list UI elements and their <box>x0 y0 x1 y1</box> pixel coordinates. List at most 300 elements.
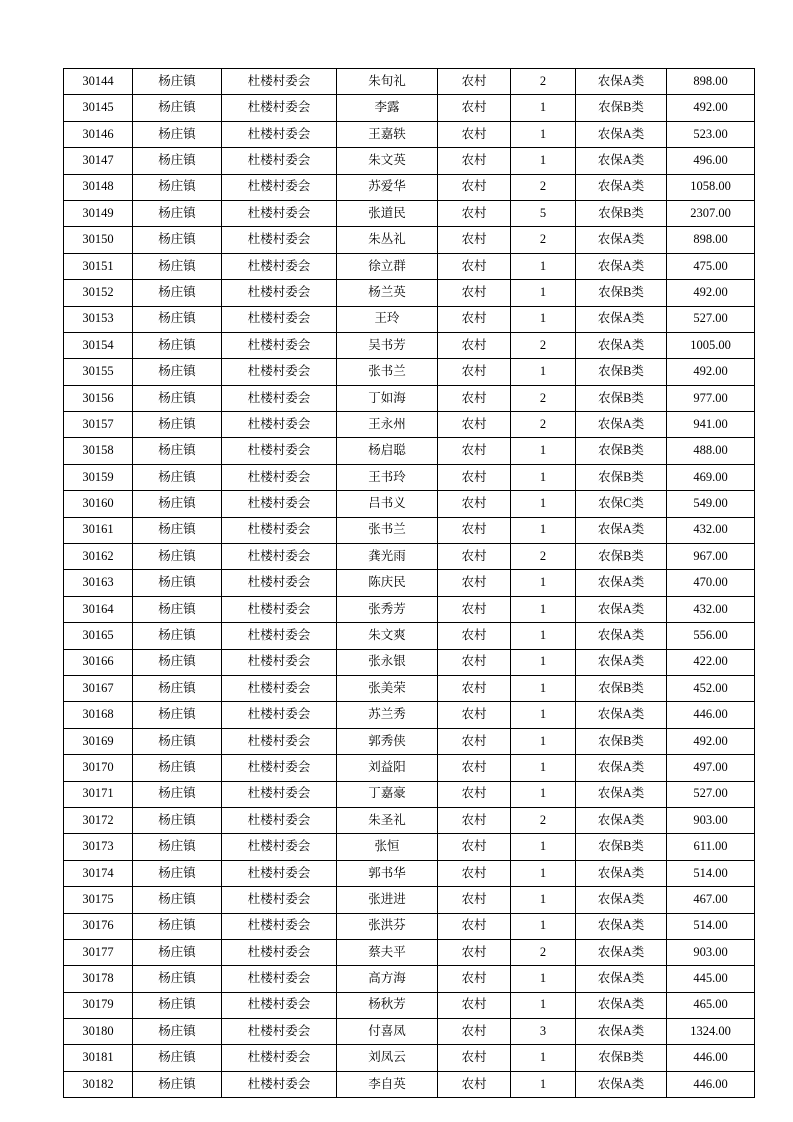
table-row <box>64 491 755 517</box>
cell-village: 杜楼村委会 <box>222 121 337 147</box>
beneficiary-table <box>63 68 755 1098</box>
cell-count: 1 <box>511 675 576 701</box>
cell-count: 1 <box>511 728 576 754</box>
cell-amount: 496.00 <box>667 148 755 174</box>
cell-name: 杨秋芳 <box>337 992 438 1018</box>
cell-name: 蔡夫平 <box>337 939 438 965</box>
cell-category: 农保B类 <box>576 544 667 570</box>
cell-name: 苏兰秀 <box>337 702 438 728</box>
cell-name: 李自英 <box>337 1071 438 1097</box>
cell-type: 农村 <box>438 834 511 860</box>
cell-name: 朱文英 <box>337 148 438 174</box>
cell-type: 农村 <box>438 728 511 754</box>
cell-type: 农村 <box>438 887 511 913</box>
cell-town: 杨庄镇 <box>133 781 222 807</box>
cell-town: 杨庄镇 <box>133 834 222 860</box>
cell-type: 农村 <box>438 121 511 147</box>
cell-town: 杨庄镇 <box>133 570 222 596</box>
cell-village: 杜楼村委会 <box>222 69 337 95</box>
cell-village: 杜楼村委会 <box>222 200 337 226</box>
cell-amount: 898.00 <box>667 227 755 253</box>
cell-town: 杨庄镇 <box>133 544 222 570</box>
cell-town: 杨庄镇 <box>133 1071 222 1097</box>
cell-id: 30171 <box>64 781 133 807</box>
table-row <box>64 121 755 147</box>
table-row <box>64 939 755 965</box>
cell-town: 杨庄镇 <box>133 728 222 754</box>
cell-category: 农保B类 <box>576 359 667 385</box>
cell-town: 杨庄镇 <box>133 200 222 226</box>
cell-count: 2 <box>511 939 576 965</box>
cell-count: 2 <box>511 332 576 358</box>
cell-id: 30169 <box>64 728 133 754</box>
cell-category: 农保B类 <box>576 438 667 464</box>
table-row <box>64 913 755 939</box>
cell-amount: 903.00 <box>667 807 755 833</box>
cell-type: 农村 <box>438 544 511 570</box>
cell-name: 张洪芬 <box>337 913 438 939</box>
table-row <box>64 649 755 675</box>
cell-village: 杜楼村委会 <box>222 1045 337 1071</box>
cell-category: 农保A类 <box>576 1019 667 1045</box>
table-row <box>64 623 755 649</box>
cell-town: 杨庄镇 <box>133 438 222 464</box>
table-row <box>64 807 755 833</box>
table-row <box>64 200 755 226</box>
cell-type: 农村 <box>438 702 511 728</box>
cell-amount: 523.00 <box>667 121 755 147</box>
cell-village: 杜楼村委会 <box>222 359 337 385</box>
cell-count: 1 <box>511 596 576 622</box>
cell-amount: 967.00 <box>667 544 755 570</box>
cell-type: 农村 <box>438 1019 511 1045</box>
cell-town: 杨庄镇 <box>133 702 222 728</box>
cell-type: 农村 <box>438 1045 511 1071</box>
cell-name: 张道民 <box>337 200 438 226</box>
cell-town: 杨庄镇 <box>133 148 222 174</box>
cell-amount: 2307.00 <box>667 200 755 226</box>
cell-village: 杜楼村委会 <box>222 702 337 728</box>
cell-count: 2 <box>511 544 576 570</box>
cell-village: 杜楼村委会 <box>222 517 337 543</box>
table-row <box>64 385 755 411</box>
cell-town: 杨庄镇 <box>133 95 222 121</box>
cell-category: 农保B类 <box>576 728 667 754</box>
table-row <box>64 887 755 913</box>
cell-town: 杨庄镇 <box>133 121 222 147</box>
cell-category: 农保A类 <box>576 623 667 649</box>
cell-village: 杜楼村委会 <box>222 253 337 279</box>
cell-id: 30155 <box>64 359 133 385</box>
cell-amount: 432.00 <box>667 596 755 622</box>
cell-amount: 1058.00 <box>667 174 755 200</box>
cell-type: 农村 <box>438 992 511 1018</box>
cell-village: 杜楼村委会 <box>222 95 337 121</box>
cell-name: 吕书义 <box>337 491 438 517</box>
cell-id: 30148 <box>64 174 133 200</box>
table-row <box>64 544 755 570</box>
table-row <box>64 412 755 438</box>
cell-type: 农村 <box>438 517 511 543</box>
cell-amount: 470.00 <box>667 570 755 596</box>
cell-id: 30178 <box>64 966 133 992</box>
cell-amount: 492.00 <box>667 95 755 121</box>
cell-village: 杜楼村委会 <box>222 280 337 306</box>
table-row <box>64 517 755 543</box>
cell-amount: 497.00 <box>667 755 755 781</box>
cell-village: 杜楼村委会 <box>222 992 337 1018</box>
cell-count: 1 <box>511 702 576 728</box>
cell-category: 农保A类 <box>576 966 667 992</box>
cell-name: 郭书华 <box>337 860 438 886</box>
cell-amount: 556.00 <box>667 623 755 649</box>
table-row <box>64 359 755 385</box>
cell-name: 郭秀侠 <box>337 728 438 754</box>
cell-name: 李露 <box>337 95 438 121</box>
cell-town: 杨庄镇 <box>133 412 222 438</box>
cell-village: 杜楼村委会 <box>222 227 337 253</box>
cell-id: 30157 <box>64 412 133 438</box>
cell-village: 杜楼村委会 <box>222 675 337 701</box>
cell-town: 杨庄镇 <box>133 807 222 833</box>
cell-amount: 492.00 <box>667 728 755 754</box>
cell-village: 杜楼村委会 <box>222 174 337 200</box>
cell-town: 杨庄镇 <box>133 385 222 411</box>
cell-count: 1 <box>511 992 576 1018</box>
cell-category: 农保A类 <box>576 69 667 95</box>
table-row <box>64 781 755 807</box>
cell-count: 1 <box>511 280 576 306</box>
cell-type: 农村 <box>438 570 511 596</box>
cell-category: 农保A类 <box>576 227 667 253</box>
cell-count: 1 <box>511 781 576 807</box>
cell-name: 王书玲 <box>337 464 438 490</box>
cell-category: 农保A类 <box>576 649 667 675</box>
cell-town: 杨庄镇 <box>133 517 222 543</box>
cell-type: 农村 <box>438 412 511 438</box>
cell-category: 农保C类 <box>576 491 667 517</box>
cell-id: 30176 <box>64 913 133 939</box>
cell-id: 30158 <box>64 438 133 464</box>
cell-count: 1 <box>511 1045 576 1071</box>
cell-name: 陈庆民 <box>337 570 438 596</box>
cell-type: 农村 <box>438 755 511 781</box>
cell-id: 30174 <box>64 860 133 886</box>
cell-count: 1 <box>511 860 576 886</box>
cell-category: 农保A类 <box>576 121 667 147</box>
cell-category: 农保A类 <box>576 1071 667 1097</box>
table-row <box>64 966 755 992</box>
table-row <box>64 438 755 464</box>
cell-village: 杜楼村委会 <box>222 860 337 886</box>
cell-name: 张秀芳 <box>337 596 438 622</box>
cell-id: 30172 <box>64 807 133 833</box>
cell-count: 1 <box>511 755 576 781</box>
cell-id: 30159 <box>64 464 133 490</box>
cell-amount: 488.00 <box>667 438 755 464</box>
cell-count: 1 <box>511 253 576 279</box>
cell-type: 农村 <box>438 860 511 886</box>
cell-id: 30162 <box>64 544 133 570</box>
cell-town: 杨庄镇 <box>133 1045 222 1071</box>
cell-name: 吴书芳 <box>337 332 438 358</box>
cell-id: 30168 <box>64 702 133 728</box>
cell-name: 付喜凤 <box>337 1019 438 1045</box>
cell-id: 30147 <box>64 148 133 174</box>
cell-town: 杨庄镇 <box>133 860 222 886</box>
cell-count: 1 <box>511 834 576 860</box>
cell-town: 杨庄镇 <box>133 623 222 649</box>
cell-id: 30164 <box>64 596 133 622</box>
cell-name: 刘凤云 <box>337 1045 438 1071</box>
cell-type: 农村 <box>438 596 511 622</box>
cell-town: 杨庄镇 <box>133 464 222 490</box>
table-row <box>64 702 755 728</box>
cell-category: 农保B类 <box>576 834 667 860</box>
cell-name: 朱圣礼 <box>337 807 438 833</box>
cell-id: 30156 <box>64 385 133 411</box>
cell-name: 张书兰 <box>337 359 438 385</box>
cell-type: 农村 <box>438 1071 511 1097</box>
cell-count: 1 <box>511 438 576 464</box>
table-row <box>64 860 755 886</box>
cell-id: 30153 <box>64 306 133 332</box>
cell-category: 农保A类 <box>576 807 667 833</box>
cell-amount: 492.00 <box>667 280 755 306</box>
cell-type: 农村 <box>438 807 511 833</box>
cell-category: 农保A类 <box>576 412 667 438</box>
cell-amount: 445.00 <box>667 966 755 992</box>
cell-count: 1 <box>511 913 576 939</box>
cell-name: 张进进 <box>337 887 438 913</box>
cell-id: 30170 <box>64 755 133 781</box>
cell-id: 30165 <box>64 623 133 649</box>
cell-type: 农村 <box>438 148 511 174</box>
table-row <box>64 148 755 174</box>
table-row <box>64 95 755 121</box>
cell-amount: 527.00 <box>667 306 755 332</box>
cell-name: 丁如海 <box>337 385 438 411</box>
cell-amount: 611.00 <box>667 834 755 860</box>
cell-village: 杜楼村委会 <box>222 385 337 411</box>
cell-id: 30145 <box>64 95 133 121</box>
cell-category: 农保B类 <box>576 675 667 701</box>
table-row <box>64 570 755 596</box>
cell-town: 杨庄镇 <box>133 174 222 200</box>
cell-type: 农村 <box>438 227 511 253</box>
cell-town: 杨庄镇 <box>133 253 222 279</box>
cell-category: 农保A类 <box>576 306 667 332</box>
cell-category: 农保A类 <box>576 570 667 596</box>
cell-count: 1 <box>511 1071 576 1097</box>
cell-town: 杨庄镇 <box>133 1019 222 1045</box>
cell-category: 农保A类 <box>576 253 667 279</box>
cell-village: 杜楼村委会 <box>222 728 337 754</box>
cell-name: 杨兰英 <box>337 280 438 306</box>
cell-count: 1 <box>511 517 576 543</box>
cell-id: 30152 <box>64 280 133 306</box>
cell-id: 30160 <box>64 491 133 517</box>
cell-id: 30161 <box>64 517 133 543</box>
cell-amount: 1005.00 <box>667 332 755 358</box>
cell-town: 杨庄镇 <box>133 359 222 385</box>
table-row <box>64 174 755 200</box>
cell-category: 农保A类 <box>576 755 667 781</box>
cell-amount: 514.00 <box>667 860 755 886</box>
cell-village: 杜楼村委会 <box>222 544 337 570</box>
cell-category: 农保A类 <box>576 596 667 622</box>
cell-village: 杜楼村委会 <box>222 412 337 438</box>
table-row <box>64 464 755 490</box>
cell-amount: 446.00 <box>667 702 755 728</box>
cell-count: 1 <box>511 570 576 596</box>
cell-category: 农保A类 <box>576 332 667 358</box>
table-row <box>64 227 755 253</box>
cell-name: 朱旬礼 <box>337 69 438 95</box>
cell-type: 农村 <box>438 649 511 675</box>
cell-amount: 941.00 <box>667 412 755 438</box>
cell-type: 农村 <box>438 253 511 279</box>
cell-village: 杜楼村委会 <box>222 755 337 781</box>
cell-village: 杜楼村委会 <box>222 491 337 517</box>
cell-village: 杜楼村委会 <box>222 148 337 174</box>
cell-id: 30151 <box>64 253 133 279</box>
table-row <box>64 332 755 358</box>
cell-id: 30167 <box>64 675 133 701</box>
cell-id: 30144 <box>64 69 133 95</box>
cell-type: 农村 <box>438 332 511 358</box>
cell-count: 1 <box>511 649 576 675</box>
cell-amount: 446.00 <box>667 1045 755 1071</box>
cell-count: 2 <box>511 807 576 833</box>
cell-amount: 452.00 <box>667 675 755 701</box>
cell-category: 农保A类 <box>576 992 667 1018</box>
cell-count: 1 <box>511 464 576 490</box>
cell-village: 杜楼村委会 <box>222 887 337 913</box>
cell-amount: 492.00 <box>667 359 755 385</box>
cell-village: 杜楼村委会 <box>222 623 337 649</box>
cell-id: 30173 <box>64 834 133 860</box>
cell-id: 30177 <box>64 939 133 965</box>
cell-type: 农村 <box>438 464 511 490</box>
table-row <box>64 992 755 1018</box>
cell-count: 1 <box>511 148 576 174</box>
cell-village: 杜楼村委会 <box>222 649 337 675</box>
cell-category: 农保B类 <box>576 95 667 121</box>
cell-town: 杨庄镇 <box>133 939 222 965</box>
cell-type: 农村 <box>438 491 511 517</box>
cell-village: 杜楼村委会 <box>222 1071 337 1097</box>
cell-type: 农村 <box>438 438 511 464</box>
cell-name: 高方海 <box>337 966 438 992</box>
cell-type: 农村 <box>438 675 511 701</box>
cell-name: 丁嘉豪 <box>337 781 438 807</box>
cell-name: 张书兰 <box>337 517 438 543</box>
cell-category: 农保B类 <box>576 1045 667 1071</box>
cell-count: 1 <box>511 95 576 121</box>
table-row <box>64 1045 755 1071</box>
cell-town: 杨庄镇 <box>133 332 222 358</box>
cell-id: 30154 <box>64 332 133 358</box>
cell-name: 王玲 <box>337 306 438 332</box>
cell-count: 2 <box>511 412 576 438</box>
cell-category: 农保A类 <box>576 517 667 543</box>
cell-type: 农村 <box>438 95 511 121</box>
cell-amount: 475.00 <box>667 253 755 279</box>
cell-category: 农保A类 <box>576 887 667 913</box>
cell-count: 1 <box>511 359 576 385</box>
cell-town: 杨庄镇 <box>133 755 222 781</box>
cell-amount: 432.00 <box>667 517 755 543</box>
cell-count: 1 <box>511 887 576 913</box>
cell-town: 杨庄镇 <box>133 675 222 701</box>
cell-name: 刘益阳 <box>337 755 438 781</box>
cell-count: 5 <box>511 200 576 226</box>
cell-village: 杜楼村委会 <box>222 781 337 807</box>
cell-count: 1 <box>511 623 576 649</box>
cell-id: 30175 <box>64 887 133 913</box>
cell-village: 杜楼村委会 <box>222 939 337 965</box>
cell-id: 30163 <box>64 570 133 596</box>
table-row <box>64 1071 755 1097</box>
cell-name: 张美荣 <box>337 675 438 701</box>
cell-town: 杨庄镇 <box>133 992 222 1018</box>
cell-id: 30150 <box>64 227 133 253</box>
cell-amount: 527.00 <box>667 781 755 807</box>
cell-id: 30149 <box>64 200 133 226</box>
cell-name: 朱文爽 <box>337 623 438 649</box>
cell-name: 张恒 <box>337 834 438 860</box>
table-row <box>64 280 755 306</box>
cell-town: 杨庄镇 <box>133 966 222 992</box>
table-row <box>64 1019 755 1045</box>
table-row <box>64 675 755 701</box>
cell-count: 1 <box>511 121 576 147</box>
cell-town: 杨庄镇 <box>133 306 222 332</box>
cell-type: 农村 <box>438 966 511 992</box>
cell-id: 30181 <box>64 1045 133 1071</box>
cell-town: 杨庄镇 <box>133 913 222 939</box>
cell-category: 农保B类 <box>576 464 667 490</box>
cell-type: 农村 <box>438 939 511 965</box>
table-row <box>64 306 755 332</box>
cell-town: 杨庄镇 <box>133 887 222 913</box>
cell-category: 农保B类 <box>576 200 667 226</box>
cell-town: 杨庄镇 <box>133 227 222 253</box>
cell-count: 2 <box>511 174 576 200</box>
cell-type: 农村 <box>438 359 511 385</box>
cell-name: 杨启聪 <box>337 438 438 464</box>
cell-town: 杨庄镇 <box>133 69 222 95</box>
cell-count: 1 <box>511 491 576 517</box>
cell-name: 龚光雨 <box>337 544 438 570</box>
table-row <box>64 253 755 279</box>
cell-village: 杜楼村委会 <box>222 306 337 332</box>
cell-amount: 469.00 <box>667 464 755 490</box>
cell-category: 农保A类 <box>576 174 667 200</box>
cell-type: 农村 <box>438 174 511 200</box>
cell-village: 杜楼村委会 <box>222 464 337 490</box>
cell-type: 农村 <box>438 306 511 332</box>
cell-count: 2 <box>511 69 576 95</box>
table-row <box>64 755 755 781</box>
cell-type: 农村 <box>438 69 511 95</box>
cell-type: 农村 <box>438 623 511 649</box>
cell-id: 30146 <box>64 121 133 147</box>
cell-category: 农保A类 <box>576 913 667 939</box>
cell-id: 30179 <box>64 992 133 1018</box>
cell-category: 农保B类 <box>576 280 667 306</box>
